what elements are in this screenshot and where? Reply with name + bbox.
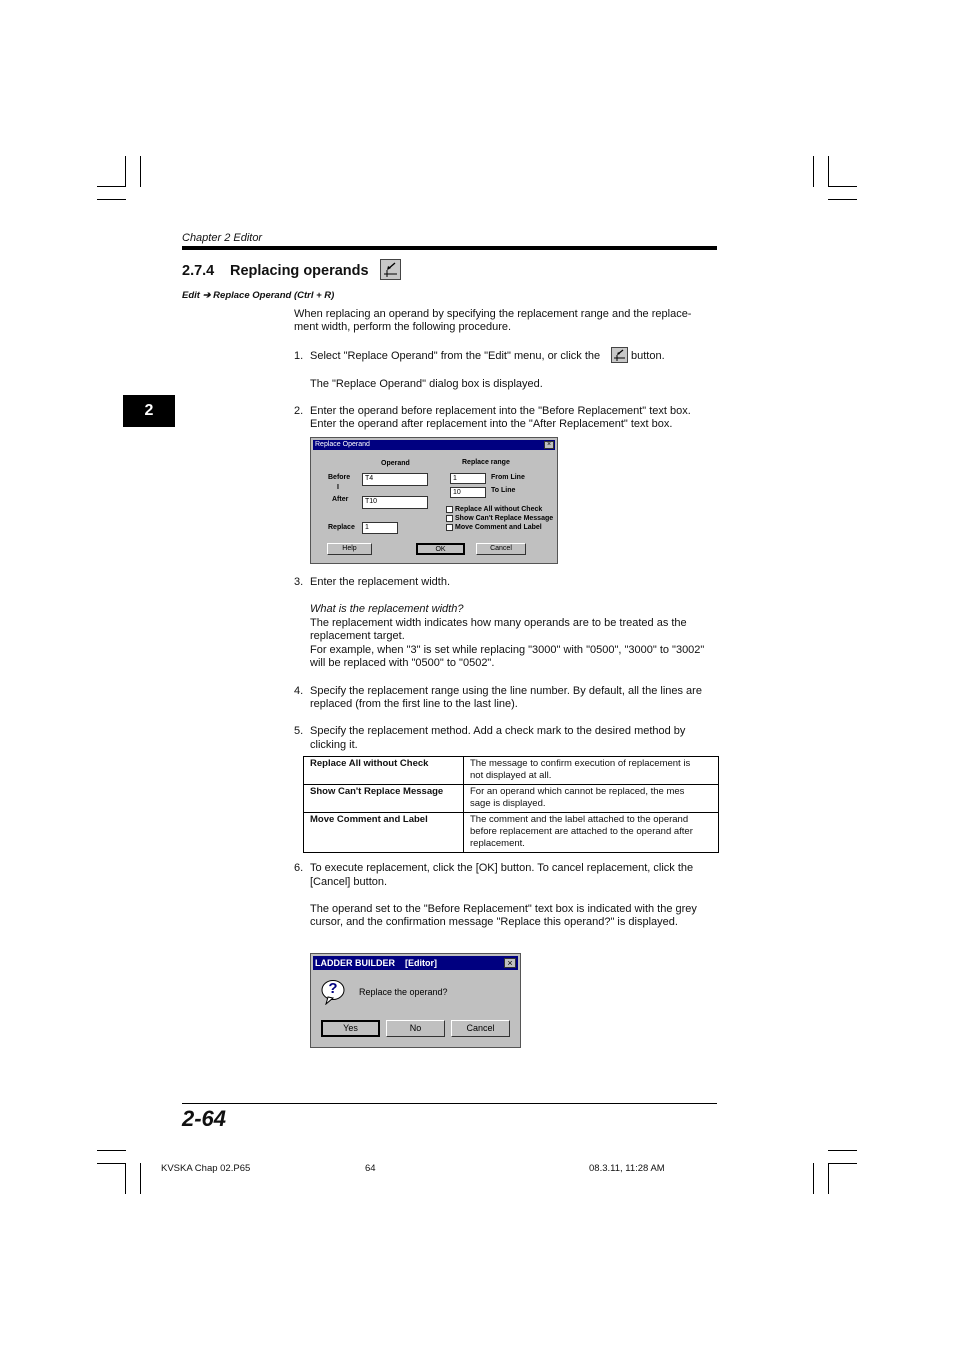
step3-question: What is the replacement width?: [310, 603, 464, 615]
step-number: 1.: [294, 350, 304, 362]
method-description: [464, 813, 719, 853]
replace-operand-icon: [380, 259, 401, 280]
step-number: 4.: [294, 685, 304, 697]
step-number: 6.: [294, 862, 304, 874]
step-number: 5.: [294, 725, 304, 737]
after-replacement-input[interactable]: T10: [362, 496, 428, 509]
dialog-title: Replace Operand: [315, 441, 370, 448]
replace-operand-dialog: [310, 437, 558, 564]
description-line: replacement.: [470, 838, 525, 849]
range-column-label: Replace range: [462, 459, 510, 466]
footer-rule: [182, 1103, 717, 1104]
description-line: The message to confirm execution of replacement is: [470, 758, 691, 769]
chapter-tab: 2: [123, 395, 175, 427]
help-button[interactable]: Help: [327, 543, 372, 555]
method-name: Replace All without Check: [304, 757, 464, 785]
replace-all-checkbox[interactable]: [446, 506, 453, 513]
after-label: After: [332, 496, 349, 503]
to-line-input[interactable]: 10: [450, 487, 486, 498]
close-icon[interactable]: ×: [504, 958, 516, 968]
table-row: [304, 757, 719, 785]
method-description: [464, 757, 719, 785]
step3-line-2: replacement target.: [310, 630, 405, 642]
step3-line-4: will be replaced with "0500" to "0502".: [310, 657, 495, 669]
cancel-button[interactable]: Cancel: [476, 543, 526, 555]
confirm-message: Replace the operand?: [359, 987, 448, 997]
dialog-titlebar: [313, 440, 555, 450]
dialog-title: LADDER BUILDER [Editor]: [315, 958, 437, 968]
description-line: before replacement are attached to the operand after: [470, 826, 693, 837]
table-row: [304, 785, 719, 813]
step-number: 2.: [294, 405, 304, 417]
show-cant-replace-label: Show Can't Replace Message: [455, 515, 554, 522]
step3-line-3: For example, when "3" is set while replacing "3000" with "0500", "3000" to "3002": [310, 644, 705, 656]
step6-line-2: [Cancel] button.: [310, 876, 388, 888]
header-rule: [182, 246, 717, 250]
method-name: Move Comment and Label: [304, 813, 464, 853]
intro-line-1: When replacing an operand by specifying the replacement range and the replace-: [294, 308, 692, 320]
question-mark: ?: [328, 980, 338, 997]
cancel-button[interactable]: Cancel: [451, 1020, 510, 1037]
footer-page: 64: [365, 1163, 376, 1174]
step-number: 3.: [294, 576, 304, 588]
before-replacement-input[interactable]: T4: [362, 473, 428, 486]
to-line-label: To Line: [491, 487, 516, 494]
description-line: sage is displayed.: [470, 798, 546, 809]
step6-note-1: The operand set to the "Before Replacement" text box is indicated with the grey: [310, 903, 697, 915]
replace-operand-button-icon: [611, 347, 628, 363]
step2-line-1: Enter the operand before replacement into the "Before Replacement" text box.: [310, 405, 691, 417]
table-row: [304, 813, 719, 853]
step4-line-1: Specify the replacement range using the line number. By default, all the lines are: [310, 685, 702, 697]
dialog-titlebar: [313, 956, 518, 970]
close-icon[interactable]: ×: [544, 441, 554, 449]
method-description: [464, 785, 719, 813]
operand-column-label: Operand: [381, 460, 410, 467]
show-cant-replace-checkbox[interactable]: [446, 515, 453, 522]
before-label-2: I: [337, 484, 339, 491]
description-line: For an operand which cannot be replaced, the mes: [470, 786, 685, 797]
question-icon: [320, 979, 346, 1005]
page-number: 2-64: [182, 1106, 227, 1131]
method-name: Show Can't Replace Message: [304, 785, 464, 813]
step6-line-1: To execute replacement, click the [OK] button. To cancel replacement, click the: [310, 862, 694, 874]
yes-button[interactable]: Yes: [321, 1020, 380, 1037]
replace-all-label: Replace All without Check: [455, 506, 543, 513]
replace-width-label: Replace: [328, 524, 355, 531]
step6-note-2: cursor, and the confirmation message "Replace this operand?" is displayed.: [310, 916, 678, 928]
step5-line-2: clicking it.: [310, 739, 358, 751]
menu-path: Edit ➔ Replace Operand (Ctrl + R): [182, 290, 335, 301]
move-comment-checkbox[interactable]: [446, 524, 453, 531]
description-line: not displayed at all.: [470, 770, 552, 781]
intro-line-2: ment width, perform the following procedure.: [294, 321, 512, 333]
step1-text: Select "Replace Operand" from the "Edit" menu, or click the: [310, 350, 601, 362]
footer-date: 08.3.11, 11:28 AM: [589, 1163, 665, 1174]
step1-note: The "Replace Operand" dialog box is displayed.: [310, 378, 543, 390]
confirm-dialog: [310, 953, 521, 1048]
footer-file: KVSKA Chap 02.P65: [161, 1163, 251, 1174]
ok-button[interactable]: OK: [416, 543, 465, 555]
replacement-methods-table: [303, 756, 719, 853]
from-line-input[interactable]: 1: [450, 473, 486, 484]
step5-line-1: Specify the replacement method. Add a check mark to the desired method by: [310, 725, 686, 737]
step4-line-2: replaced (from the first line to the last line).: [310, 698, 518, 710]
section-number: 2.7.4: [182, 263, 215, 279]
description-line: The comment and the label attached to the operand: [470, 814, 689, 825]
from-line-label: From Line: [491, 474, 525, 481]
step2-line-2: Enter the operand after replacement into the "After Replacement" text box.: [310, 418, 673, 430]
before-label: Before: [328, 474, 351, 481]
step3-line-1: The replacement width indicates how many operands are to be treated as the: [310, 617, 687, 629]
replace-width-input[interactable]: 1: [362, 522, 398, 534]
no-button[interactable]: No: [386, 1020, 445, 1037]
section-title: Replacing operands: [230, 263, 369, 279]
step3-text: Enter the replacement width.: [310, 576, 451, 588]
move-comment-label: Move Comment and Label: [455, 524, 542, 531]
chapter-header: Chapter 2 Editor: [182, 232, 263, 244]
step1-text-after: button.: [631, 350, 665, 362]
